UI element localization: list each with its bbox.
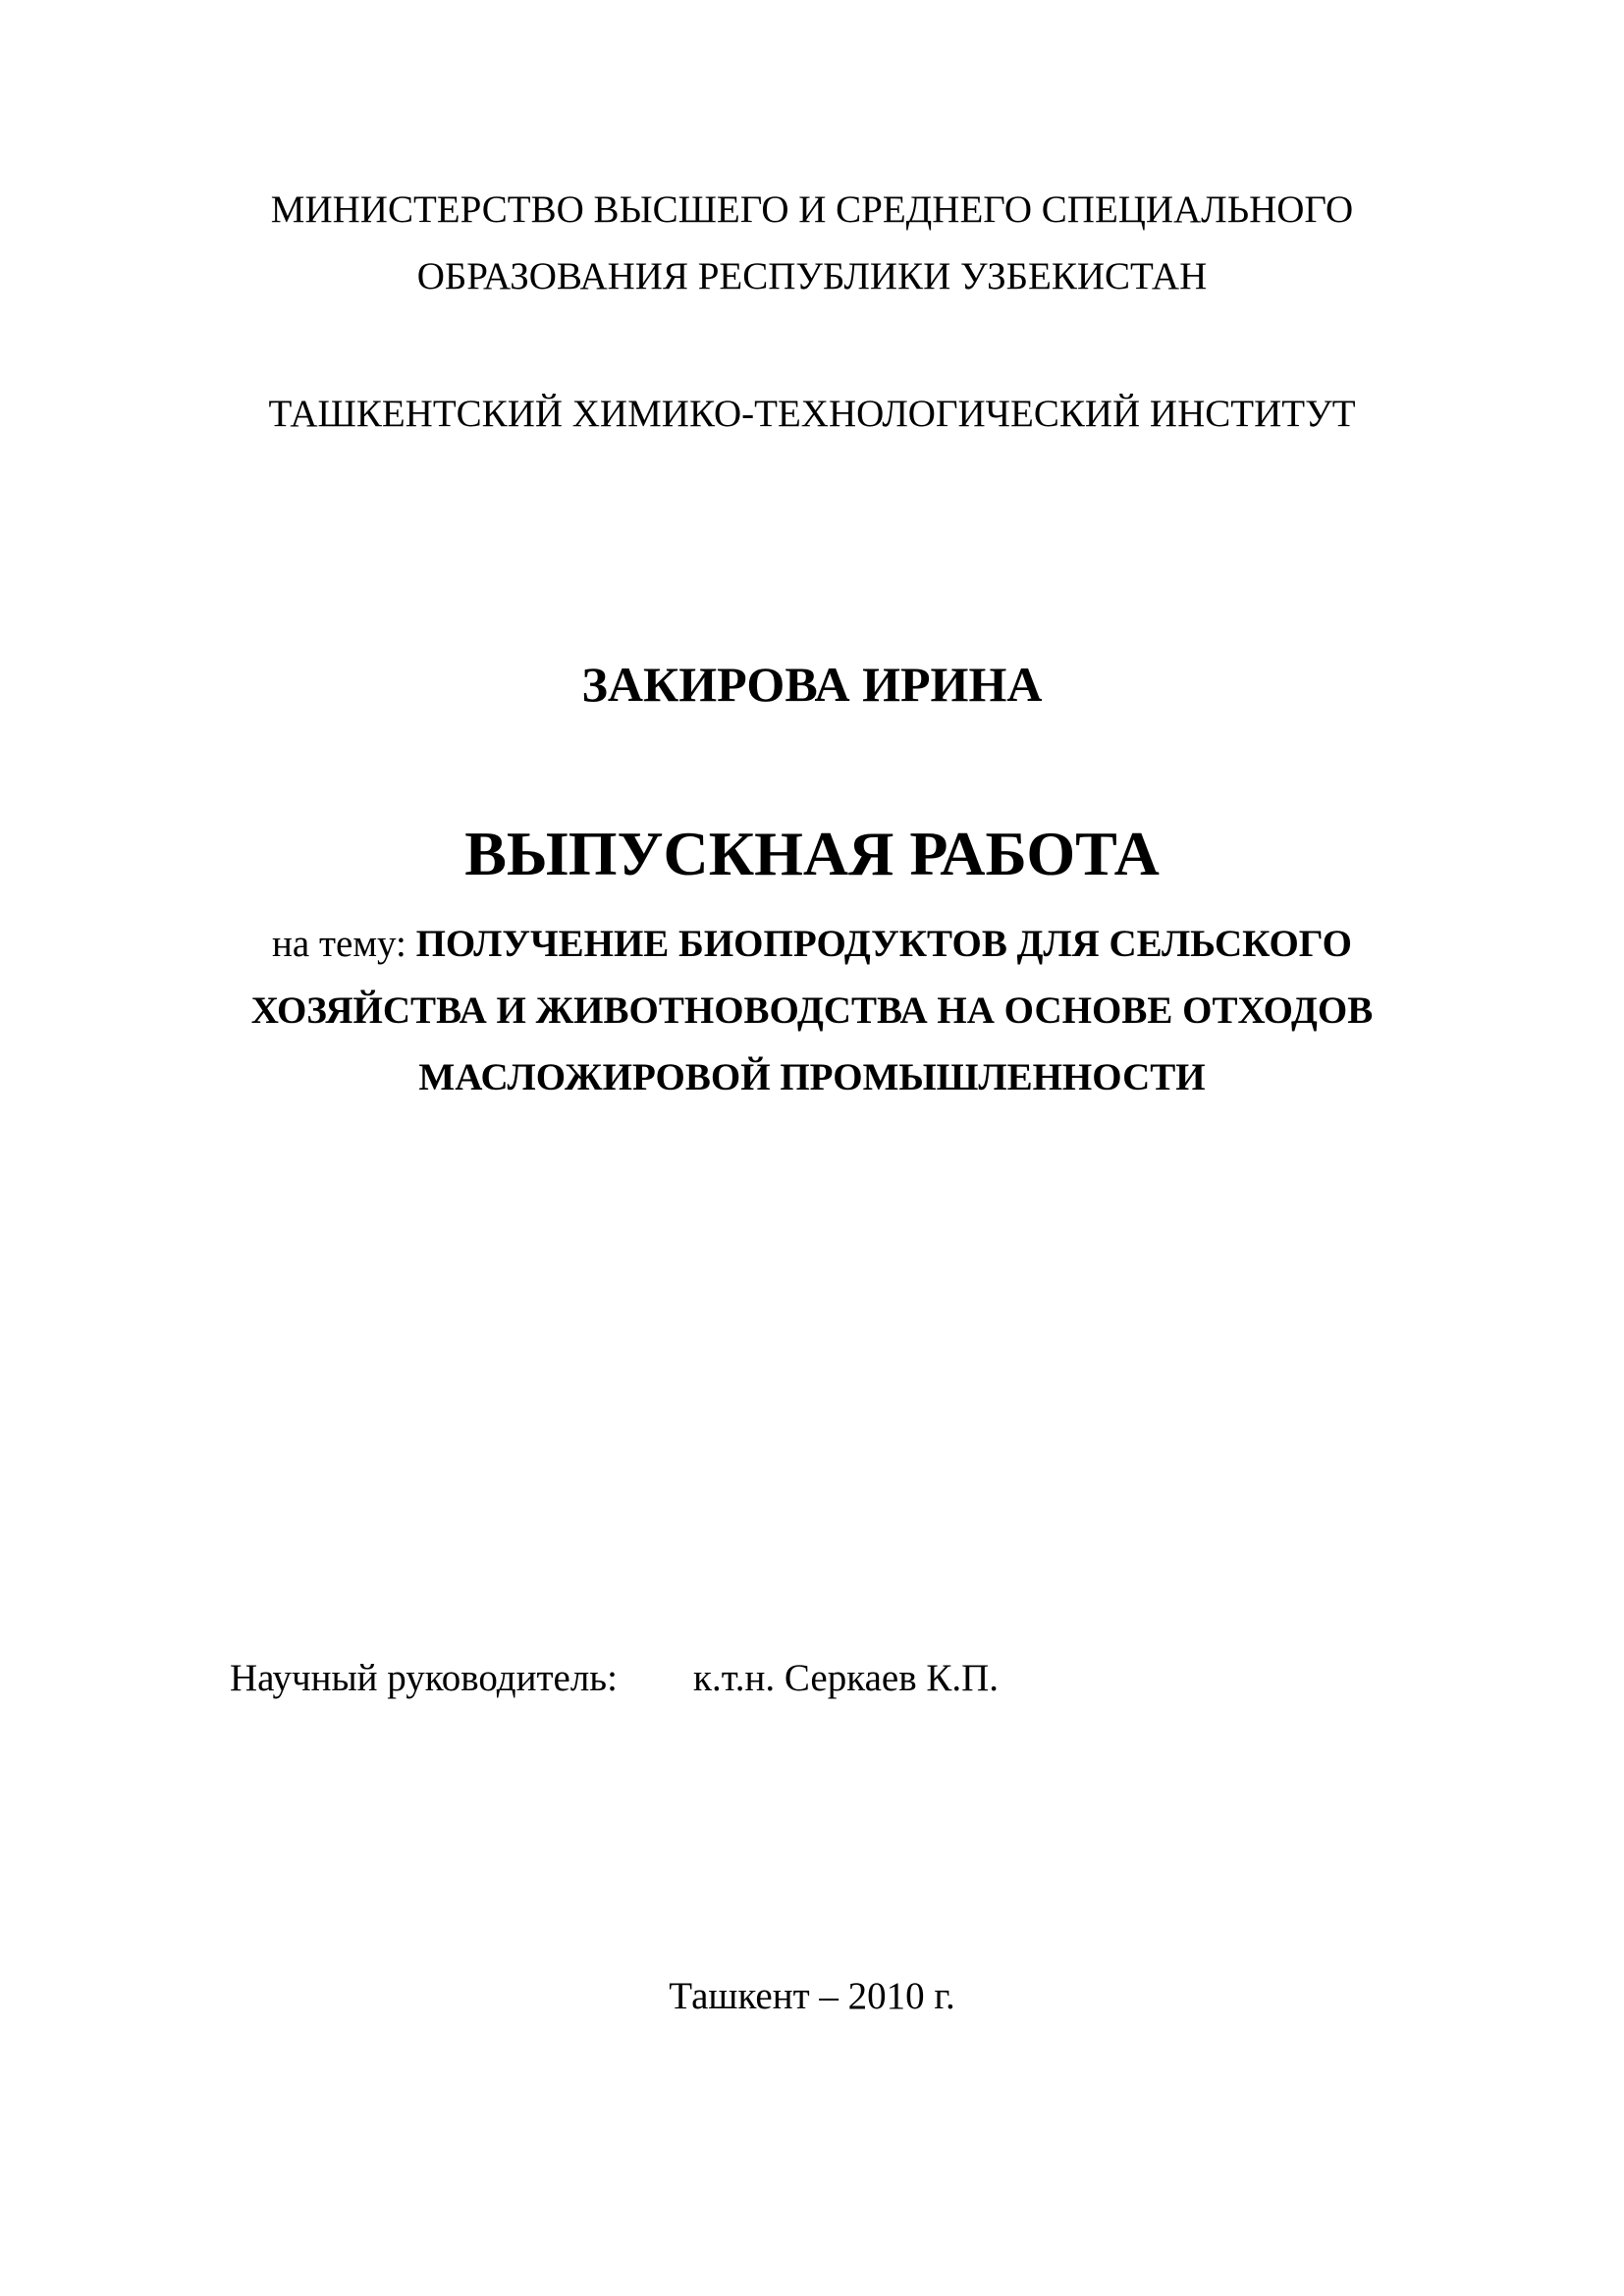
author-name: ЗАКИРОВА ИРИНА bbox=[581, 657, 1043, 712]
city-year: Ташкент – 2010 г. bbox=[669, 1975, 955, 2017]
supervisor-name: к.т.н. Серкаев К.П. bbox=[693, 1657, 1000, 1699]
supervisor-label: Научный руководитель: bbox=[230, 1657, 618, 1699]
ministry-line-1: МИНИСТЕРСТВО ВЫСШЕГО И СРЕДНЕГО СПЕЦИАЛЬНОГО bbox=[270, 188, 1354, 231]
topic-line-2: ХОЗЯЙСТВА И ЖИВОТНОВОДСТВА НА ОСНОВЕ ОТХОДОВ bbox=[250, 989, 1374, 1032]
work-type-title: ВЫПУСКНАЯ РАБОТА bbox=[464, 819, 1160, 888]
ministry-line-2: ОБРАЗОВАНИЯ РЕСПУБЛИКИ УЗБЕКИСТАН bbox=[416, 255, 1208, 297]
ministry-heading bbox=[0, 177, 1624, 310]
topic-prefix: на тему: bbox=[272, 923, 416, 965]
topic-block bbox=[0, 911, 1624, 1111]
institute-name: ТАШКЕНТСКИЙ ХИМИКО-ТЕХНОЛОГИЧЕСКИЙ ИНСТИТУТ bbox=[268, 393, 1356, 435]
topic-line-1 bbox=[0, 911, 1624, 978]
supervisor-row bbox=[230, 1649, 1000, 1708]
topic-line-3: МАСЛОЖИРОВОЙ ПРОМЫШЛЕННОСТИ bbox=[418, 1056, 1206, 1098]
topic-title-part-1: ПОЛУЧЕНИЕ БИОПРОДУКТОВ ДЛЯ СЕЛЬСКОГО bbox=[415, 923, 1352, 965]
